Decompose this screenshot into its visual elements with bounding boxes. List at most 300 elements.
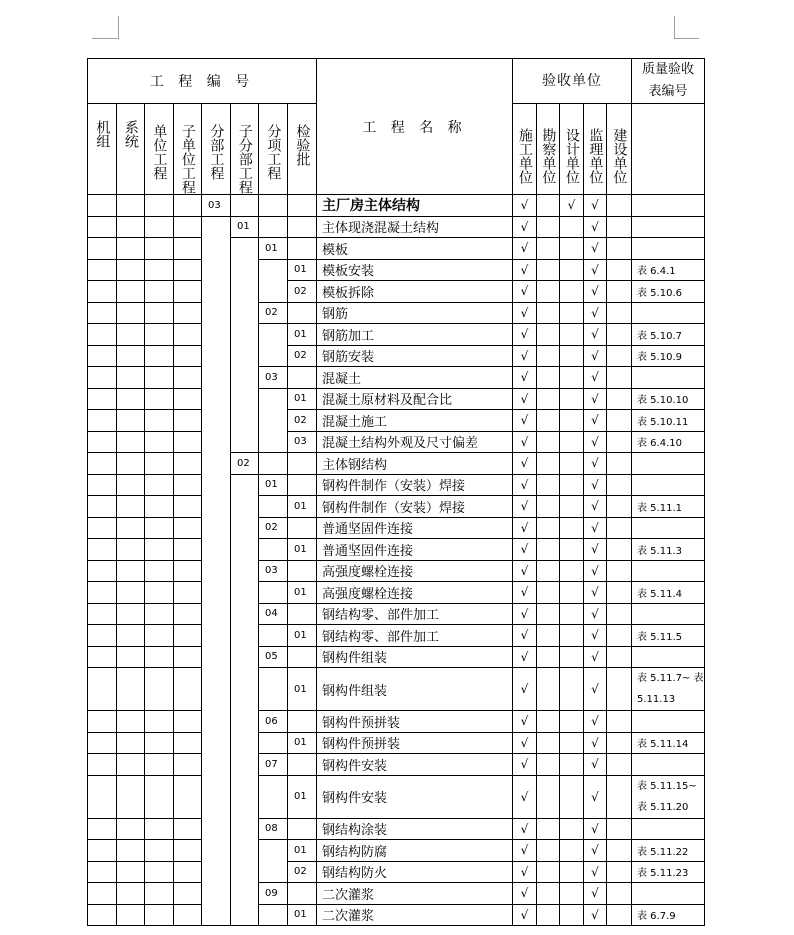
code-cell-unit-project [145, 775, 174, 818]
check-cell-design-unit [560, 517, 584, 539]
code-cell-system [117, 431, 145, 453]
table-row [88, 195, 705, 217]
project-name-cell: 模板安装 [317, 259, 513, 281]
code-cell-unit-machine [88, 646, 117, 668]
check-mark-icon: √ [520, 907, 529, 922]
check-cell-supervision-unit [584, 840, 607, 862]
code-cell-system [117, 754, 145, 776]
check-mark-icon: √ [520, 198, 529, 213]
check-cell-survey-unit [537, 668, 560, 711]
check-cell-survey-unit [537, 345, 560, 367]
check-cell-construction-unit [513, 603, 537, 625]
code-cell-unit-project [145, 560, 174, 582]
check-cell-survey-unit [537, 539, 560, 561]
unit-project-header [145, 104, 174, 195]
inspection-lot-header-label: 检验批 [294, 124, 311, 166]
check-mark-icon: √ [591, 628, 599, 643]
code-cell-item-project [259, 904, 288, 926]
check-mark-icon: √ [591, 456, 599, 471]
code-cell-item-project: 02 [259, 302, 288, 324]
code-cell-inspection-lot [288, 603, 317, 625]
owner-unit-header [607, 104, 632, 195]
check-cell-design-unit [560, 259, 584, 281]
table-row [88, 754, 705, 776]
check-cell-design-unit [560, 560, 584, 582]
code-cell-inspection-lot [288, 302, 317, 324]
table-row [88, 324, 705, 346]
check-mark-icon: √ [520, 219, 529, 234]
code-cell-unit-machine [88, 818, 117, 840]
code-cell-unit-project [145, 324, 174, 346]
code-cell-sub-unit-project [174, 818, 202, 840]
project-name-cell: 钢结构防腐 [317, 840, 513, 862]
check-cell-owner-unit [607, 754, 632, 776]
unit-project-header-label: 单位工程 [151, 124, 168, 180]
check-cell-survey-unit [537, 904, 560, 926]
check-cell-design-unit [560, 775, 584, 818]
check-cell-survey-unit [537, 410, 560, 432]
code-cell-system [117, 560, 145, 582]
code-cell-unit-machine [88, 238, 117, 260]
system-header-label: 系统 [122, 120, 139, 148]
check-cell-design-unit [560, 539, 584, 561]
code-cell-inspection-lot: 01 [288, 324, 317, 346]
check-mark-icon: √ [520, 542, 529, 557]
check-cell-design-unit [560, 496, 584, 518]
code-cell-unit-project [145, 496, 174, 518]
check-mark-icon: √ [591, 370, 599, 385]
check-mark-icon: √ [591, 262, 599, 277]
table-row [88, 281, 705, 303]
check-cell-design-unit [560, 646, 584, 668]
code-cell-inspection-lot: 02 [288, 410, 317, 432]
code-cell-unit-machine [88, 625, 117, 647]
code-cell-division-project: 03 [202, 195, 231, 217]
code-cell-inspection-lot: 02 [288, 281, 317, 303]
check-cell-survey-unit [537, 259, 560, 281]
form-number-cell [632, 711, 705, 733]
code-cell-item-project: 01 [259, 238, 288, 260]
check-cell-design-unit [560, 732, 584, 754]
check-cell-design-unit [560, 388, 584, 410]
check-cell-owner-unit [607, 861, 632, 883]
code-cell-system [117, 732, 145, 754]
code-cell-system [117, 216, 145, 238]
table-row [88, 582, 705, 604]
check-cell-supervision-unit [584, 195, 607, 217]
project-name-cell: 钢构件安装 [317, 754, 513, 776]
form-number-cell: 表 5.11.1 [632, 496, 705, 518]
code-cell-unit-project [145, 453, 174, 475]
code-cell-item-project [259, 625, 288, 647]
check-cell-owner-unit [607, 560, 632, 582]
code-cell-inspection-lot: 01 [288, 496, 317, 518]
check-mark-icon: √ [520, 843, 529, 858]
code-cell-sub-unit-project [174, 603, 202, 625]
check-cell-supervision-unit [584, 517, 607, 539]
check-mark-icon: √ [591, 219, 599, 234]
form-number-cell [632, 302, 705, 324]
check-cell-owner-unit [607, 668, 632, 711]
check-mark-icon: √ [520, 520, 529, 535]
code-cell-system [117, 410, 145, 432]
code-cell-unit-project [145, 367, 174, 389]
check-cell-design-unit [560, 195, 584, 217]
code-cell-unit-project [145, 539, 174, 561]
check-cell-design-unit [560, 840, 584, 862]
check-mark-icon: √ [520, 284, 529, 299]
check-cell-construction-unit [513, 410, 537, 432]
code-cell-item-project [259, 388, 288, 453]
code-cell-system [117, 861, 145, 883]
construction-unit-header-label: 施工单位 [516, 128, 533, 184]
code-cell-sub-division-project [231, 238, 259, 453]
project-name-cell: 钢构件组装 [317, 668, 513, 711]
check-cell-construction-unit [513, 259, 537, 281]
table-row [88, 302, 705, 324]
code-cell-system [117, 388, 145, 410]
code-cell-sub-unit-project [174, 281, 202, 303]
check-cell-owner-unit [607, 345, 632, 367]
table-row [88, 367, 705, 389]
code-cell-inspection-lot [288, 711, 317, 733]
project-name-cell: 混凝土原材料及配合比 [317, 388, 513, 410]
code-cell-system [117, 904, 145, 926]
check-cell-supervision-unit [584, 711, 607, 733]
project-name-cell: 普通坚固件连接 [317, 517, 513, 539]
crop-mark-top-right [674, 16, 699, 39]
code-cell-unit-project [145, 603, 174, 625]
code-cell-sub-unit-project [174, 410, 202, 432]
crop-mark-top-left [92, 16, 119, 39]
code-cell-item-project [259, 324, 288, 367]
form-number-cell: 表 6.4.1 [632, 259, 705, 281]
project-name-cell: 钢构件组装 [317, 646, 513, 668]
code-cell-sub-unit-project [174, 904, 202, 926]
code-cell-unit-machine [88, 840, 117, 862]
check-mark-icon: √ [520, 714, 529, 729]
code-cell-item-project [259, 496, 288, 518]
code-cell-item-project: 08 [259, 818, 288, 840]
code-cell-sub-unit-project [174, 453, 202, 475]
form-number-cell [632, 754, 705, 776]
code-cell-system [117, 883, 145, 905]
check-cell-owner-unit [607, 238, 632, 260]
code-cell-unit-project [145, 625, 174, 647]
form-number-cell [632, 367, 705, 389]
check-cell-supervision-unit [584, 754, 607, 776]
check-mark-icon: √ [591, 563, 599, 578]
code-cell-sub-unit-project [174, 775, 202, 818]
check-cell-survey-unit [537, 281, 560, 303]
check-mark-icon: √ [520, 757, 529, 772]
check-cell-supervision-unit [584, 216, 607, 238]
check-mark-icon: √ [591, 789, 599, 804]
check-cell-design-unit [560, 861, 584, 883]
check-mark-icon: √ [591, 477, 599, 492]
code-cell-inspection-lot [288, 560, 317, 582]
check-cell-supervision-unit [584, 625, 607, 647]
design-unit-header [560, 104, 584, 195]
check-cell-owner-unit [607, 904, 632, 926]
project-name-cell: 主体现浇混凝土结构 [317, 216, 513, 238]
check-cell-owner-unit [607, 216, 632, 238]
code-cell-unit-machine [88, 775, 117, 818]
code-cell-inspection-lot [288, 474, 317, 496]
check-cell-supervision-unit [584, 582, 607, 604]
code-group-header: 工 程 编 号 [88, 59, 317, 104]
code-cell-inspection-lot [288, 646, 317, 668]
code-cell-sub-unit-project [174, 732, 202, 754]
project-name-cell: 普通坚固件连接 [317, 539, 513, 561]
form-number-cell: 表 6.7.9 [632, 904, 705, 926]
header-row-1 [88, 59, 705, 104]
code-cell-item-project [259, 453, 288, 475]
check-cell-supervision-unit [584, 474, 607, 496]
check-cell-survey-unit [537, 367, 560, 389]
check-cell-supervision-unit [584, 732, 607, 754]
check-cell-survey-unit [537, 582, 560, 604]
code-cell-sub-unit-project [174, 840, 202, 862]
check-cell-owner-unit [607, 539, 632, 561]
check-mark-icon: √ [567, 198, 576, 213]
code-cell-unit-project [145, 195, 174, 217]
sub-unit-project-header-label: 子单位工程 [179, 124, 196, 194]
code-cell-item-project [259, 582, 288, 604]
check-cell-owner-unit [607, 388, 632, 410]
code-cell-sub-unit-project [174, 388, 202, 410]
code-cell-unit-project [145, 474, 174, 496]
check-cell-design-unit [560, 603, 584, 625]
code-cell-system [117, 711, 145, 733]
table-row [88, 818, 705, 840]
code-cell-unit-machine [88, 582, 117, 604]
code-cell-inspection-lot: 03 [288, 431, 317, 453]
code-cell-system [117, 367, 145, 389]
table-row [88, 775, 705, 818]
code-cell-inspection-lot: 01 [288, 668, 317, 711]
code-cell-item-project: 04 [259, 603, 288, 625]
check-cell-survey-unit [537, 195, 560, 217]
check-cell-survey-unit [537, 754, 560, 776]
code-cell-unit-machine [88, 732, 117, 754]
code-cell-system [117, 474, 145, 496]
check-cell-survey-unit [537, 453, 560, 475]
check-cell-construction-unit [513, 324, 537, 346]
form-number-cell: 表 5.11.15~ 表 5.11.20 [632, 775, 705, 818]
code-cell-system [117, 302, 145, 324]
check-cell-survey-unit [537, 324, 560, 346]
construction-unit-header [513, 104, 537, 195]
code-cell-system [117, 281, 145, 303]
code-cell-system [117, 259, 145, 281]
check-mark-icon: √ [520, 305, 529, 320]
project-name-cell: 高强度螺栓连接 [317, 582, 513, 604]
check-mark-icon: √ [520, 456, 529, 471]
table-row [88, 517, 705, 539]
form-number-cell: 表 5.10.10 [632, 388, 705, 410]
code-cell-unit-project [145, 646, 174, 668]
check-mark-icon: √ [520, 327, 529, 342]
check-mark-icon: √ [591, 907, 599, 922]
code-cell-system [117, 453, 145, 475]
check-cell-construction-unit [513, 216, 537, 238]
form-number-cell: 表 5.11.7~ 表 5.11.13 [632, 668, 705, 711]
code-cell-sub-unit-project [174, 560, 202, 582]
table-row [88, 216, 705, 238]
code-cell-system [117, 646, 145, 668]
sub-division-project-header [231, 104, 259, 195]
code-cell-unit-project [145, 238, 174, 260]
check-cell-design-unit [560, 324, 584, 346]
supervision-unit-header [584, 104, 607, 195]
check-cell-construction-unit [513, 582, 537, 604]
form-number-cell [632, 517, 705, 539]
code-cell-item-project [259, 539, 288, 561]
project-name-cell: 二次灌浆 [317, 904, 513, 926]
project-name-cell: 混凝土施工 [317, 410, 513, 432]
code-cell-item-project [259, 259, 288, 302]
check-mark-icon: √ [591, 520, 599, 535]
check-cell-supervision-unit [584, 818, 607, 840]
check-mark-icon: √ [520, 370, 529, 385]
form-number-cell [632, 195, 705, 217]
check-cell-construction-unit [513, 818, 537, 840]
code-cell-inspection-lot [288, 453, 317, 475]
code-cell-unit-machine [88, 216, 117, 238]
check-cell-construction-unit [513, 345, 537, 367]
owner-unit-header-label: 建设单位 [611, 128, 628, 184]
check-mark-icon: √ [591, 327, 599, 342]
check-cell-construction-unit [513, 646, 537, 668]
project-name-cell: 钢筋加工 [317, 324, 513, 346]
code-cell-sub-unit-project [174, 861, 202, 883]
table-row [88, 711, 705, 733]
check-mark-icon: √ [591, 864, 599, 879]
check-cell-supervision-unit [584, 324, 607, 346]
form-number-cell: 表 5.11.5 [632, 625, 705, 647]
table-row [88, 496, 705, 518]
check-mark-icon: √ [591, 606, 599, 621]
code-cell-sub-unit-project [174, 431, 202, 453]
project-name-cell: 主厂房主体结构 [317, 195, 513, 217]
division-project-header [202, 104, 231, 195]
code-cell-system [117, 775, 145, 818]
check-cell-survey-unit [537, 560, 560, 582]
code-cell-item-project: 01 [259, 474, 288, 496]
check-cell-owner-unit [607, 259, 632, 281]
check-mark-icon: √ [520, 241, 529, 256]
code-cell-unit-project [145, 754, 174, 776]
check-cell-owner-unit [607, 711, 632, 733]
table-row [88, 732, 705, 754]
check-mark-icon: √ [591, 821, 599, 836]
code-cell-item-project [259, 775, 288, 818]
name-header: 工 程 名 称 [317, 59, 513, 195]
check-cell-supervision-unit [584, 388, 607, 410]
check-cell-design-unit [560, 818, 584, 840]
form-number-cell: 表 5.10.6 [632, 281, 705, 303]
code-cell-inspection-lot [288, 818, 317, 840]
code-cell-item-project: 03 [259, 367, 288, 389]
form-number-cell: 表 5.11.23 [632, 861, 705, 883]
form-number-header: 质量验收表编号 [632, 59, 705, 104]
code-cell-unit-project [145, 818, 174, 840]
form-number-cell: 表 5.10.11 [632, 410, 705, 432]
code-cell-unit-machine [88, 195, 117, 217]
code-cell-inspection-lot: 01 [288, 259, 317, 281]
code-cell-inspection-lot: 01 [288, 388, 317, 410]
check-mark-icon: √ [520, 682, 529, 696]
check-cell-supervision-unit [584, 410, 607, 432]
code-cell-unit-project [145, 732, 174, 754]
code-cell-inspection-lot: 01 [288, 904, 317, 926]
check-cell-construction-unit [513, 732, 537, 754]
code-cell-sub-unit-project [174, 711, 202, 733]
form-number-cell: 表 5.11.22 [632, 840, 705, 862]
table-row [88, 259, 705, 281]
table-row [88, 646, 705, 668]
code-cell-unit-project [145, 883, 174, 905]
check-cell-design-unit [560, 668, 584, 711]
code-cell-unit-machine [88, 410, 117, 432]
form-number-cell [632, 603, 705, 625]
code-cell-unit-machine [88, 474, 117, 496]
code-cell-unit-machine [88, 302, 117, 324]
check-cell-construction-unit [513, 302, 537, 324]
code-cell-unit-project [145, 281, 174, 303]
check-cell-construction-unit [513, 238, 537, 260]
check-cell-survey-unit [537, 646, 560, 668]
check-cell-owner-unit [607, 582, 632, 604]
division-project-header-label: 分部工程 [208, 124, 225, 180]
code-cell-unit-machine [88, 754, 117, 776]
form-number-cell [632, 883, 705, 905]
check-cell-construction-unit [513, 711, 537, 733]
check-cell-design-unit [560, 431, 584, 453]
form-number-cell: 表 6.4.10 [632, 431, 705, 453]
table-row [88, 410, 705, 432]
code-cell-unit-project [145, 259, 174, 281]
survey-unit-header-label: 勘察单位 [540, 128, 557, 184]
check-cell-design-unit [560, 904, 584, 926]
inspection-lot-header [288, 104, 317, 195]
check-mark-icon: √ [520, 606, 529, 621]
code-cell-unit-machine [88, 883, 117, 905]
check-cell-owner-unit [607, 603, 632, 625]
check-cell-design-unit [560, 754, 584, 776]
check-mark-icon: √ [520, 391, 529, 406]
check-cell-supervision-unit [584, 302, 607, 324]
code-cell-item-project [259, 840, 288, 883]
check-cell-supervision-unit [584, 496, 607, 518]
check-cell-supervision-unit [584, 560, 607, 582]
check-mark-icon: √ [520, 499, 529, 514]
check-mark-icon: √ [520, 628, 529, 643]
code-cell-unit-machine [88, 496, 117, 518]
code-cell-unit-project [145, 861, 174, 883]
check-cell-owner-unit [607, 646, 632, 668]
check-cell-survey-unit [537, 818, 560, 840]
check-cell-design-unit [560, 711, 584, 733]
table-row [88, 238, 705, 260]
check-cell-supervision-unit [584, 367, 607, 389]
check-cell-supervision-unit [584, 281, 607, 303]
check-cell-construction-unit [513, 668, 537, 711]
code-cell-system [117, 840, 145, 862]
code-cell-sub-unit-project [174, 195, 202, 217]
code-cell-unit-machine [88, 904, 117, 926]
